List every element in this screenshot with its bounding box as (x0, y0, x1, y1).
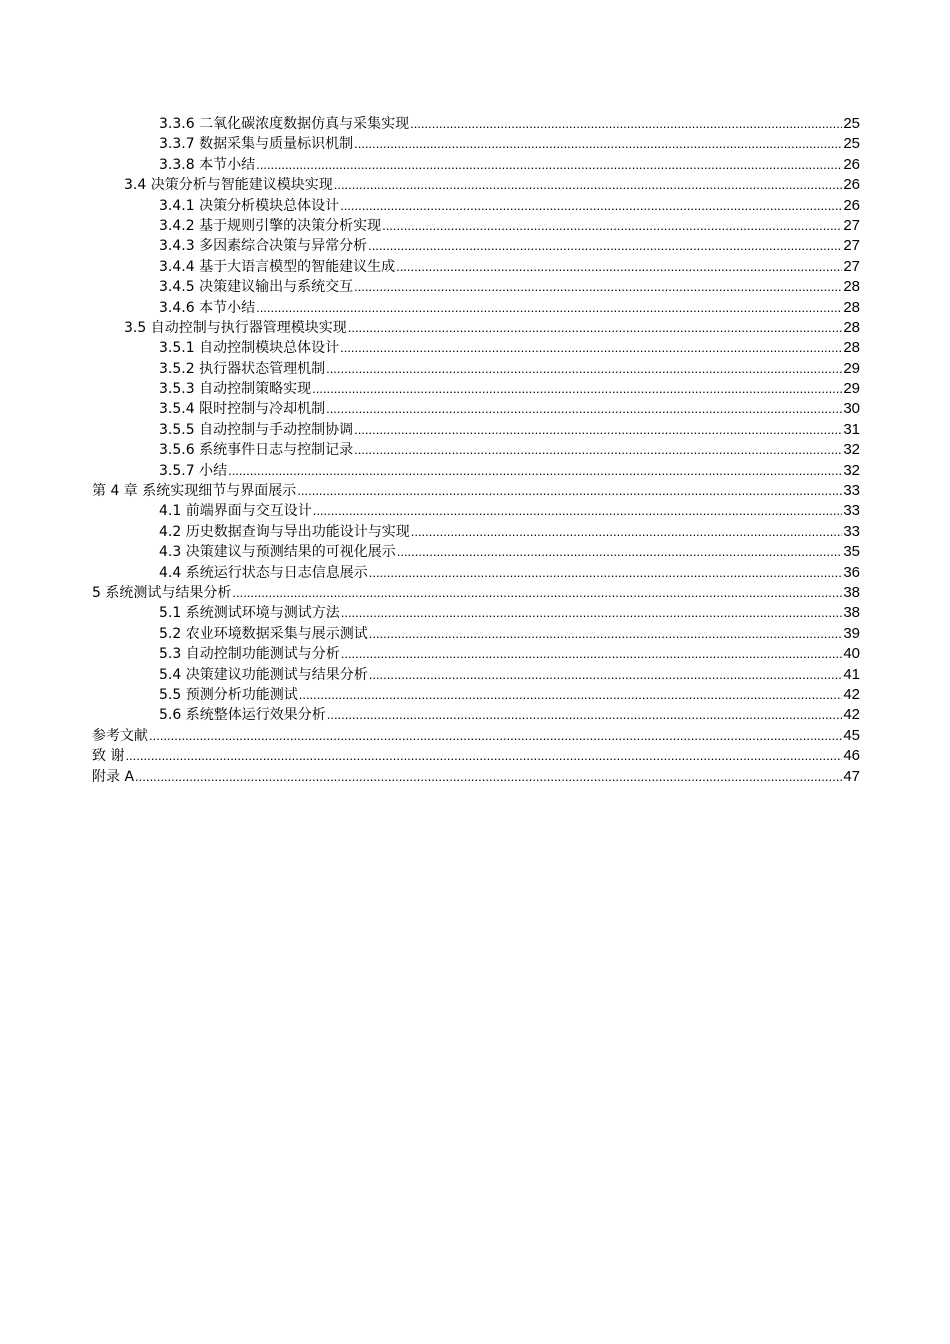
toc-entry-title: 3.5.3 自动控制策略实现 (159, 381, 312, 398)
toc-dot-leader (354, 277, 842, 297)
toc-entry-5-6[interactable] (92, 705, 860, 725)
toc-dot-leader (397, 542, 843, 562)
toc-dot-leader (411, 522, 843, 542)
toc-entry-page: 33 (843, 522, 860, 540)
toc-entry-title: 4.1 前端界面与交互设计 (159, 503, 312, 520)
toc-dot-leader (348, 318, 843, 338)
toc-dot-leader (354, 420, 842, 440)
toc-dot-leader (396, 257, 842, 277)
toc-dot-leader (228, 461, 842, 481)
toc-entry-page: 38 (843, 604, 860, 622)
toc-entry-title: 3.5.2 执行器状态管理机制 (159, 360, 326, 377)
toc-entry-page: 33 (843, 482, 860, 500)
toc-entry-page: 46 (843, 747, 860, 765)
toc-dot-leader (256, 298, 842, 318)
table-of-contents (92, 114, 860, 787)
toc-entry-title: 4.4 系统运行状态与日志信息展示 (159, 564, 368, 581)
toc-dot-leader (297, 481, 842, 501)
toc-entry-3-4-2[interactable] (92, 216, 860, 236)
toc-entry-page: 47 (843, 767, 860, 785)
toc-entry-appendix-a[interactable] (92, 767, 860, 787)
toc-entry-3-5-6[interactable] (92, 440, 860, 460)
toc-entry-page: 28 (843, 298, 860, 316)
toc-entry-page: 25 (843, 135, 860, 153)
toc-entry-page: 45 (843, 726, 860, 744)
toc-entry-page: 39 (843, 624, 860, 642)
toc-entry-title: 3.3.7 数据采集与质量标识机制 (159, 136, 354, 153)
toc-entry-chapter-5[interactable] (92, 583, 860, 603)
toc-entry-page: 42 (843, 706, 860, 724)
toc-entry-3-4[interactable] (92, 175, 860, 195)
toc-entry-title: 3.4.5 决策建议输出与系统交互 (159, 279, 354, 296)
toc-entry-title: 致 谢 (92, 748, 125, 765)
toc-entry-5-1[interactable] (92, 603, 860, 623)
toc-entry-page: 25 (843, 115, 860, 132)
toc-dot-leader (232, 583, 842, 603)
toc-entry-page: 42 (843, 685, 860, 703)
toc-entry-title: 5.2 农业环境数据采集与展示测试 (159, 625, 368, 642)
toc-entry-page: 36 (843, 563, 860, 581)
toc-entry-3-4-3[interactable] (92, 236, 860, 256)
toc-entry-4-4[interactable] (92, 563, 860, 583)
toc-entry-title: 3.3.8 本节小结 (159, 156, 256, 173)
toc-dot-leader (340, 338, 842, 358)
toc-entry-page: 38 (843, 583, 860, 601)
toc-dot-leader (256, 155, 842, 175)
toc-entry-title: 3.5.7 小结 (159, 462, 228, 479)
toc-entry-3-3-8[interactable] (92, 155, 860, 175)
toc-dot-leader (369, 665, 843, 685)
toc-entry-title: 3.4.6 本节小结 (159, 299, 256, 316)
toc-dot-leader (326, 399, 842, 419)
toc-dot-leader (135, 767, 842, 787)
toc-entry-title: 3.5 自动控制与执行器管理模块实现 (124, 319, 347, 336)
toc-entry-title: 3.5.1 自动控制模块总体设计 (159, 340, 340, 357)
toc-entry-3-5-4[interactable] (92, 399, 860, 419)
toc-dot-leader (354, 134, 842, 154)
toc-dot-leader (326, 359, 842, 379)
toc-entry-3-5-1[interactable] (92, 338, 860, 358)
toc-entry-3-4-4[interactable] (92, 257, 860, 277)
toc-entry-5-5[interactable] (92, 685, 860, 705)
toc-entry-title: 3.5.6 系统事件日志与控制记录 (159, 442, 354, 459)
toc-entry-3-5-7[interactable] (92, 461, 860, 481)
toc-dot-leader (368, 236, 842, 256)
toc-entry-3-5-2[interactable] (92, 359, 860, 379)
toc-dot-leader (369, 563, 843, 583)
toc-entry-3-4-5[interactable] (92, 277, 860, 297)
toc-entry-page: 28 (843, 318, 860, 336)
toc-entry-page: 28 (843, 278, 860, 296)
toc-entry-page: 35 (843, 543, 860, 561)
toc-entry-3-4-1[interactable] (92, 196, 860, 216)
toc-entry-5-4[interactable] (92, 665, 860, 685)
toc-entry-page: 27 (843, 237, 860, 255)
toc-entry-title: 3.5.5 自动控制与手动控制协调 (159, 421, 354, 438)
toc-entry-title: 5 系统测试与结果分析 (92, 584, 232, 601)
toc-dot-leader (341, 644, 843, 664)
toc-dot-leader (354, 440, 842, 460)
toc-dot-leader (410, 114, 842, 134)
toc-entry-title: 5.1 系统测试环境与测试方法 (159, 605, 340, 622)
toc-dot-leader (334, 175, 843, 195)
toc-entry-3-4-6[interactable] (92, 298, 860, 318)
toc-entry-title: 5.3 自动控制功能测试与分析 (159, 646, 340, 663)
toc-dot-leader (382, 216, 842, 236)
toc-entry-chapter-4[interactable] (92, 481, 860, 501)
toc-entry-page: 32 (843, 441, 860, 459)
toc-entry-title: 4.3 决策建议与预测结果的可视化展示 (159, 544, 396, 561)
toc-entry-references[interactable] (92, 726, 860, 746)
toc-dot-leader (312, 379, 842, 399)
toc-dot-leader (340, 196, 842, 216)
toc-entry-page: 29 (843, 380, 860, 398)
toc-entry-page: 27 (843, 216, 860, 234)
toc-entry-page: 33 (843, 502, 860, 520)
toc-entry-page: 27 (843, 257, 860, 275)
toc-entry-title: 5.5 预测分析功能测试 (159, 686, 298, 703)
toc-entry-title: 5.6 系统整体运行效果分析 (159, 707, 326, 724)
toc-entry-page: 31 (843, 420, 860, 438)
toc-entry-page: 26 (843, 155, 860, 173)
toc-entry-title: 4.2 历史数据查询与导出功能设计与实现 (159, 523, 410, 540)
toc-entry-page: 28 (843, 339, 860, 357)
toc-entry-title: 3.4.2 基于规则引擎的决策分析实现 (159, 217, 382, 234)
toc-entry-5-2[interactable] (92, 624, 860, 644)
toc-entry-4-1[interactable] (92, 501, 860, 521)
toc-entry-4-2[interactable] (92, 522, 860, 542)
toc-entry-title: 3.4.4 基于大语言模型的智能建议生成 (159, 258, 396, 275)
toc-entry-title: 3.3.6 二氧化碳浓度数据仿真与采集实现 (159, 116, 410, 132)
toc-entry-page: 30 (843, 400, 860, 418)
toc-entry-acknowledgements[interactable] (92, 746, 860, 766)
toc-entry-3-5-3[interactable] (92, 379, 860, 399)
toc-dot-leader (149, 726, 842, 746)
toc-entry-page: 32 (843, 461, 860, 479)
toc-entry-title: 5.4 决策建议功能测试与结果分析 (159, 666, 368, 683)
toc-entry-title: 附录 A (92, 768, 135, 785)
toc-entry-title: 3.4.1 决策分析模块总体设计 (159, 197, 340, 214)
toc-entry-5-3[interactable] (92, 644, 860, 664)
toc-entry-3-5[interactable] (92, 318, 860, 338)
toc-dot-leader (327, 705, 843, 725)
toc-entry-page: 26 (843, 176, 860, 194)
toc-dot-leader (313, 501, 843, 521)
toc-dot-leader (299, 685, 843, 705)
toc-entry-title: 第 4 章 系统实现细节与界面展示 (92, 483, 297, 500)
toc-entry-page: 40 (843, 645, 860, 663)
toc-entry-3-3-7[interactable] (92, 134, 860, 154)
toc-entry-3-3-6[interactable] (92, 114, 860, 134)
toc-entry-page: 29 (843, 359, 860, 377)
toc-dot-leader (369, 624, 843, 644)
toc-dot-leader (125, 746, 842, 766)
toc-entry-title: 3.4 决策分析与智能建议模块实现 (124, 177, 333, 194)
toc-entry-title: 3.5.4 限时控制与冷却机制 (159, 401, 326, 418)
toc-dot-leader (341, 603, 843, 623)
toc-entry-page: 41 (843, 665, 860, 683)
toc-entry-title: 3.4.3 多因素综合决策与异常分析 (159, 238, 368, 255)
toc-entry-3-5-5[interactable] (92, 420, 860, 440)
toc-entry-4-3[interactable] (92, 542, 860, 562)
toc-entry-page: 26 (843, 196, 860, 214)
toc-entry-title: 参考文献 (92, 727, 148, 744)
